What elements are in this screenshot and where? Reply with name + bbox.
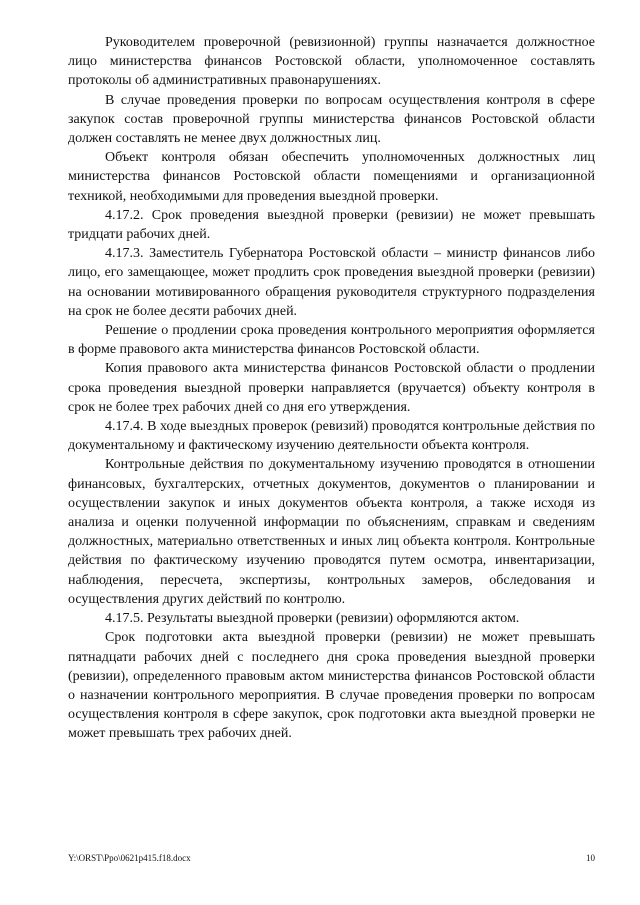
file-path: Y:\ORST\Ppo\0621p415.f18.docx [68,853,191,863]
paragraph: В случае проведения проверки по вопросам осуществления контроля в сфере закупок состав проверочной группы министерства финансов Ростовской области должен составлять не менее двух должностных лиц. [68,92,595,147]
paragraph: Решение о продлении срока проведения контрольного мероприятия оформляется в форме правового акта министерства финансов Ростовской области. [68,323,595,358]
paragraph: 4.17.3. Заместитель Губернатора Ростовской области – министр финансов либо лицо, его замещающее, может продлить срок проведения выездной проверки (ревизии) на основании мотивированного обращения руководителя структурного подразделения на срок не более десяти рабочих дней. [68,246,595,319]
document-body [68,33,595,744]
page-footer [68,851,595,865]
paragraph: Руководителем проверочной (ревизионной) группы назначается должностное лицо министерства финансов Ростовской области, уполномоченное составлять протоколы об административных правонарушениях. [68,35,595,89]
paragraph: 4.17.4. В ходе выездных проверок (ревизий) проводятся контрольные действия по документальному и фактическому изучению деятельности объекта контроля. [68,419,595,454]
page-number: 10 [586,853,595,863]
paragraph: Копия правового акта министерства финансов Ростовской области о продлении срока проведения выездной проверки направляется (вручается) объекту контроля в срок не более трех рабочих дней со дня его утверждения. [68,361,595,415]
paragraph: Объект контроля обязан обеспечить уполномоченных должностных лиц министерства финансов Ростовской области помещениями и организационной техникой, необходимыми для проведения выездной проверки. [68,150,595,204]
paragraph: Контрольные действия по документальному изучению проводятся в отношении финансовых, бухгалтерских, отчетных документов, документов о планировании и осуществлении закупок и иных документов объекта контроля, а также исходя из анализа и оценки полученной информации по объяснениям, справкам и сведениям должностных, материально ответственных и иных лиц объекта контроля. Контрольные действия по фактическому изучению проводятся путем осмотра, инвентаризации, наблюдения, пересчета, экспертизы, контрольных замеров, обследования и осуществления других действий по контролю. [68,457,595,607]
paragraph: Срок подготовки акта выездной проверки (ревизии) не может превышать пятнадцати рабочих дней с последнего дня срока проведения выездной проверки (ревизии), определенного правовым актом министерства финансов Ростовской области о назначении контрольного мероприятия. В случае проведения проверки по вопросам осуществления контроля в сфере закупок, срок подготовки акта выездной проверки не может превышать трех рабочих дней. [68,630,595,742]
paragraph: 4.17.5. Результаты выездной проверки (ревизии) оформляются актом. [105,611,520,627]
paragraph: 4.17.2. Срок проведения выездной проверки (ревизии) не может превышать тридцати рабочих дней. [68,207,595,243]
